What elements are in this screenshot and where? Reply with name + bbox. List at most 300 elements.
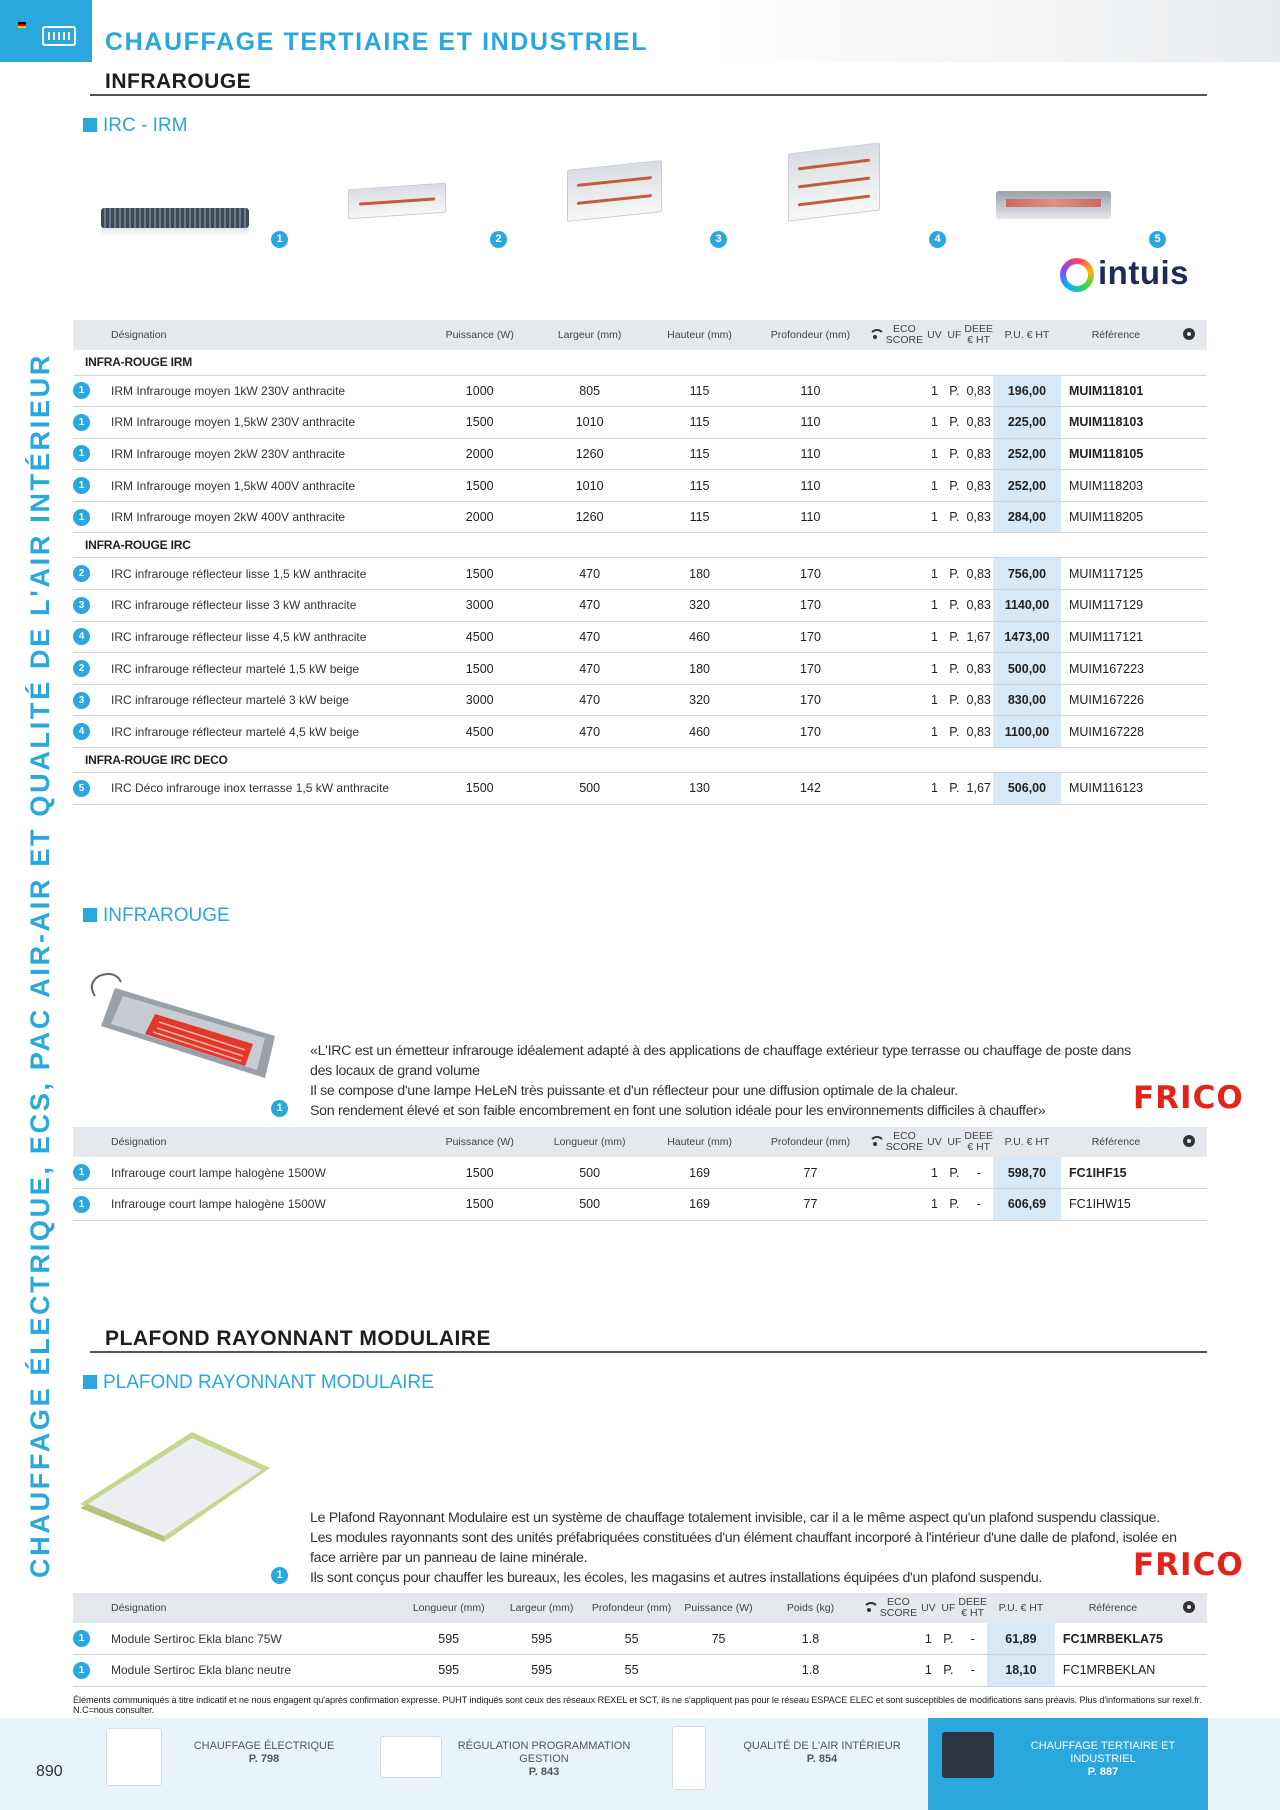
irc-product-table <box>73 320 1207 805</box>
header-pu: P.U. € HT <box>993 320 1061 350</box>
footer-link-regulation[interactable] <box>370 1718 650 1810</box>
reference-cell: MUIM118103 <box>1061 407 1171 439</box>
profondeur-cell: 170 <box>755 590 867 622</box>
reference-cell: MUIM116123 <box>1061 773 1171 805</box>
reference-cell: MUIM167223 <box>1061 653 1171 685</box>
puissance-cell: 4500 <box>425 716 535 748</box>
header-eco-score: ECO SCORE <box>884 320 924 350</box>
deee-cell: 0,83 <box>964 653 993 685</box>
uv-cell: 1 <box>924 773 944 805</box>
square-bullet-icon <box>83 1375 97 1389</box>
designation-cell: IRC infrarouge réflecteur lisse 1,5 kW anthracite <box>99 558 425 590</box>
reference-cell: FC1MRBEKLAN <box>1055 1655 1171 1687</box>
hauteur-cell: 115 <box>645 407 755 439</box>
infrarouge-product-table <box>73 1127 1207 1221</box>
profondeur-cell: 77 <box>755 1189 867 1221</box>
row-badge: 4 <box>73 628 90 645</box>
uf-cell: P. <box>944 470 964 502</box>
row-badge: 1 <box>73 477 90 494</box>
product-image-ir-halogen <box>85 966 275 1078</box>
price-cell: 1100,00 <box>993 716 1061 748</box>
uv-cell: 1 <box>924 438 944 470</box>
largeur-cell: 1260 <box>535 438 645 470</box>
longueur-cell: 595 <box>401 1623 497 1655</box>
table-row[interactable] <box>73 653 1207 685</box>
footer-link-label: RÉGULATION PROGRAMMATION GESTION <box>457 1740 631 1765</box>
table-row[interactable] <box>73 1655 1207 1687</box>
designation-cell: IRC infrarouge réflecteur lisse 3 kW anthracite <box>99 590 425 622</box>
row-badge: 1 <box>73 1196 90 1213</box>
table-row[interactable] <box>73 501 1207 533</box>
price-cell: 18,10 <box>987 1655 1055 1687</box>
hauteur-cell: 115 <box>645 470 755 502</box>
largeur-cell: 1010 <box>535 470 645 502</box>
product-badge-5: 5 <box>1149 231 1166 248</box>
largeur-cell: 500 <box>535 773 645 805</box>
footer-link-qualite-air[interactable] <box>660 1718 930 1810</box>
table-row[interactable] <box>73 1189 1207 1221</box>
puissance-cell: 4500 <box>425 621 535 653</box>
row-badge: 1 <box>73 445 90 462</box>
uf-cell: P. <box>944 621 964 653</box>
intuis-ring-icon <box>1060 258 1094 292</box>
largeur-cell: 595 <box>497 1655 587 1687</box>
header-uf: UF <box>944 320 964 350</box>
designation-cell: IRM Infrarouge moyen 2kW 230V anthracite <box>99 438 425 470</box>
frico-logo: FRICO <box>1133 1547 1244 1583</box>
hauteur-cell: 130 <box>645 773 755 805</box>
designation-cell: IRC infrarouge réflecteur lisse 4,5 kW anthracite <box>99 621 425 653</box>
header-uf: UF <box>944 1127 964 1157</box>
row-badge: 2 <box>73 660 90 677</box>
hauteur-cell: 460 <box>645 621 755 653</box>
header-uf: UF <box>938 1593 958 1623</box>
largeur-cell: 470 <box>535 590 645 622</box>
uv-cell: 1 <box>918 1623 938 1655</box>
description-line: Ils sont conçus pour chauffer les bureaux, les écoles, les magasins et autres installations équipées d'un plafond suspendu. <box>310 1570 1043 1586</box>
uf-cell: P. <box>944 407 964 439</box>
deee-cell: 0,83 <box>964 407 993 439</box>
radiator-thumbnail <box>106 1728 162 1786</box>
deee-cell: - <box>958 1655 987 1687</box>
description-line: face arrière par un panneau de laine minérale. <box>310 1550 588 1566</box>
footer-link-label: CHAUFFAGE ÉLECTRIQUE <box>193 1740 335 1752</box>
row-badge: 1 <box>73 509 90 526</box>
profondeur-cell: 170 <box>755 684 867 716</box>
table-row[interactable] <box>73 621 1207 653</box>
puissance-cell: 1500 <box>425 1157 535 1189</box>
gear-icon <box>1183 1601 1195 1613</box>
uv-cell: 1 <box>924 716 944 748</box>
header-longueur: Longueur (mm) <box>535 1127 645 1157</box>
description-line: «L'IRC est un émetteur infrarouge idéalement adapté à des applications de chauffage extérieur type terrasse ou chauffage de poste dans <box>310 1043 1131 1059</box>
deee-cell: - <box>964 1157 993 1189</box>
footer-link-chauffage-electrique[interactable] <box>92 1718 362 1810</box>
uf-cell: P. <box>944 773 964 805</box>
uf-cell: P. <box>944 1189 964 1221</box>
row-badge: 1 <box>73 414 90 431</box>
group-header-row <box>73 533 1207 558</box>
description-line: Les modules rayonnants sont des unités préfabriquées constituées d'un élément chauffant incorporé à l'intérieur d'une dalle de plafond, isolée en <box>310 1530 1177 1546</box>
header-puissance: Puissance (W) <box>677 1593 761 1623</box>
uv-cell: 1 <box>924 407 944 439</box>
header-puissance: Puissance (W) <box>425 320 535 350</box>
subsection-title-plafond <box>83 1372 434 1394</box>
header-reference: Référence <box>1061 1127 1171 1157</box>
square-bullet-icon <box>83 908 97 922</box>
designation-cell: IRC infrarouge réflecteur martelé 1,5 kW beige <box>99 653 425 685</box>
uf-cell: P. <box>944 501 964 533</box>
deee-cell: 0,83 <box>964 438 993 470</box>
uv-cell: 1 <box>924 558 944 590</box>
designation-cell: IRM Infrarouge moyen 1kW 230V anthracite <box>99 375 425 407</box>
table-header-row <box>73 1127 1207 1157</box>
footer-link-page: P. 854 <box>806 1753 838 1765</box>
designation-cell: IRC Déco infrarouge inox terrasse 1,5 kW anthracite <box>99 773 425 805</box>
header-deee: DEEE € HT <box>964 320 993 350</box>
footer-link-page: P. 887 <box>1087 1766 1119 1778</box>
category-logo <box>0 0 92 62</box>
header-poids: Poids (kg) <box>761 1593 861 1623</box>
flag-icon <box>18 22 26 28</box>
header-pu: P.U. € HT <box>993 1127 1061 1157</box>
price-cell: 284,00 <box>993 501 1061 533</box>
uv-cell: 1 <box>924 470 944 502</box>
longueur-cell: 500 <box>535 1189 645 1221</box>
uf-cell: P. <box>944 558 964 590</box>
price-cell: 506,00 <box>993 773 1061 805</box>
reference-cell: FC1IHF15 <box>1061 1157 1171 1189</box>
price-cell: 598,70 <box>993 1157 1061 1189</box>
industrial-heater-thumbnail <box>942 1732 994 1778</box>
table-row[interactable] <box>73 438 1207 470</box>
uf-cell: P. <box>944 438 964 470</box>
row-badge: 4 <box>73 723 90 740</box>
table-row[interactable] <box>73 470 1207 502</box>
heater-icon <box>42 26 76 46</box>
header-deee: DEEE € HT <box>964 1127 993 1157</box>
subsection-title-infrarouge <box>83 905 230 927</box>
deee-cell: 0,83 <box>964 590 993 622</box>
designation-cell: IRM Infrarouge moyen 1,5kW 230V anthracite <box>99 407 425 439</box>
longueur-cell: 595 <box>401 1655 497 1687</box>
puissance-cell: 3000 <box>425 684 535 716</box>
reference-cell: MUIM117125 <box>1061 558 1171 590</box>
largeur-cell: 470 <box>535 653 645 685</box>
product-image-ceiling-panel <box>80 1432 270 1542</box>
uv-cell: 1 <box>924 653 944 685</box>
header-profondeur: Profondeur (mm) <box>587 1593 677 1623</box>
page-number: 890 <box>36 1763 63 1780</box>
hauteur-cell: 320 <box>645 590 755 622</box>
largeur-cell: 470 <box>535 684 645 716</box>
profondeur-cell: 110 <box>755 407 867 439</box>
price-cell: 252,00 <box>993 470 1061 502</box>
header-uv: UV <box>924 320 944 350</box>
air-purifier-thumbnail <box>672 1726 706 1790</box>
table-header-row <box>73 320 1207 350</box>
header-reference: Référence <box>1061 320 1171 350</box>
hauteur-cell: 320 <box>645 684 755 716</box>
profondeur-cell: 170 <box>755 621 867 653</box>
group-title: INFRA-ROUGE IRM <box>73 350 1207 375</box>
uf-cell: P. <box>944 716 964 748</box>
longueur-cell: 500 <box>535 1157 645 1189</box>
puissance-cell: 2000 <box>425 501 535 533</box>
top-bar <box>0 0 1280 62</box>
product-badge-4: 4 <box>929 231 946 248</box>
footer-link-label: CHAUFFAGE TERTIAIRE ET INDUSTRIEL <box>1030 1740 1176 1765</box>
uv-cell: 1 <box>924 621 944 653</box>
uv-cell: 1 <box>918 1655 938 1687</box>
uv-cell: 1 <box>924 501 944 533</box>
profondeur-cell: 110 <box>755 501 867 533</box>
poids-cell: 1.8 <box>761 1623 861 1655</box>
profondeur-cell: 170 <box>755 653 867 685</box>
largeur-cell: 1260 <box>535 501 645 533</box>
deee-cell: - <box>958 1623 987 1655</box>
footer-link-tertiaire-active[interactable] <box>928 1718 1208 1810</box>
header-designation: Désignation <box>99 1593 401 1623</box>
header-puissance: Puissance (W) <box>425 1127 535 1157</box>
puissance-cell: 1000 <box>425 375 535 407</box>
price-cell: 1473,00 <box>993 621 1061 653</box>
group-header-row <box>73 350 1207 375</box>
largeur-cell: 805 <box>535 375 645 407</box>
description-line: Il se compose d'une lampe HeLeN très puissante et d'un réflecteur pour une diffusion optimale de la chaleur. <box>310 1083 958 1099</box>
wifi-icon <box>863 1602 875 1611</box>
header-uv: UV <box>924 1127 944 1157</box>
description-line: Le Plafond Rayonnant Modulaire est un système de chauffage totalement invisible, car il a le même aspect qu'un plafond suspendu classique. <box>310 1510 1160 1526</box>
page-category-title: CHAUFFAGE TERTIAIRE ET INDUSTRIEL <box>105 28 649 56</box>
price-cell: 225,00 <box>993 407 1061 439</box>
profondeur-cell: 55 <box>587 1655 677 1687</box>
price-cell: 830,00 <box>993 684 1061 716</box>
section-rule <box>90 94 1207 96</box>
designation-cell: Infrarouge court lampe halogène 1500W <box>99 1189 425 1221</box>
largeur-cell: 470 <box>535 621 645 653</box>
reference-cell: MUIM118203 <box>1061 470 1171 502</box>
header-longueur: Longueur (mm) <box>401 1593 497 1623</box>
profondeur-cell: 142 <box>755 773 867 805</box>
profondeur-cell: 170 <box>755 558 867 590</box>
puissance-cell: 1500 <box>425 653 535 685</box>
profondeur-cell: 77 <box>755 1157 867 1189</box>
footer-link-page: P. 798 <box>248 1753 280 1765</box>
reference-cell: MUIM118205 <box>1061 501 1171 533</box>
reference-cell: MUIM118105 <box>1061 438 1171 470</box>
table-row[interactable] <box>73 1623 1207 1655</box>
designation-cell: IRM Infrarouge moyen 1,5kW 400V anthracite <box>99 470 425 502</box>
designation-cell: IRM Infrarouge moyen 2kW 400V anthracite <box>99 501 425 533</box>
product-image-irc-2 <box>567 160 662 222</box>
product-badge-2: 2 <box>490 231 507 248</box>
header-hauteur: Hauteur (mm) <box>645 320 755 350</box>
product-badge-3: 3 <box>710 231 727 248</box>
row-badge: 3 <box>73 692 90 709</box>
deee-cell: 0,83 <box>964 716 993 748</box>
table-row[interactable] <box>73 558 1207 590</box>
header-deee: DEEE € HT <box>958 1593 987 1623</box>
hauteur-cell: 169 <box>645 1157 755 1189</box>
subsection-label: PLAFOND RAYONNANT MODULAIRE <box>103 1372 434 1393</box>
deee-cell: - <box>964 1189 993 1221</box>
row-badge: 3 <box>73 597 90 614</box>
header-largeur: Largeur (mm) <box>535 320 645 350</box>
frico-logo: FRICO <box>1133 1080 1244 1116</box>
product-badge-plafond: 1 <box>271 1567 288 1584</box>
profondeur-cell: 55 <box>587 1623 677 1655</box>
deee-cell: 0,83 <box>964 470 993 502</box>
uf-cell: P. <box>944 1157 964 1189</box>
table-row[interactable] <box>73 773 1207 805</box>
hauteur-cell: 115 <box>645 438 755 470</box>
uf-cell: P. <box>938 1655 958 1687</box>
uv-cell: 1 <box>924 375 944 407</box>
table-row[interactable] <box>73 1157 1207 1189</box>
designation-cell: Module Sertiroc Ekla blanc 75W <box>99 1623 401 1655</box>
product-badge-1: 1 <box>271 231 288 248</box>
plafond-product-table <box>73 1593 1207 1687</box>
puissance-cell <box>677 1655 761 1687</box>
section-rule <box>90 1351 1207 1353</box>
price-cell: 196,00 <box>993 375 1061 407</box>
designation-cell: IRC infrarouge réflecteur martelé 4,5 kW beige <box>99 716 425 748</box>
product-image-irc-1 <box>348 183 446 220</box>
uv-cell: 1 <box>924 1157 944 1189</box>
hauteur-cell: 180 <box>645 558 755 590</box>
reference-cell: MUIM167226 <box>1061 684 1171 716</box>
designation-cell: Module Sertiroc Ekla blanc neutre <box>99 1655 401 1687</box>
group-title: INFRA-ROUGE IRC <box>73 533 1207 558</box>
uv-cell: 1 <box>924 684 944 716</box>
price-cell: 606,69 <box>993 1189 1061 1221</box>
puissance-cell: 1500 <box>425 407 535 439</box>
subsection-title-irc <box>83 115 187 137</box>
largeur-cell: 595 <box>497 1623 587 1655</box>
header-profondeur: Profondeur (mm) <box>755 1127 867 1157</box>
deee-cell: 1,67 <box>964 621 993 653</box>
largeur-cell: 470 <box>535 716 645 748</box>
header-eco-score: ECO SCORE <box>884 1127 924 1157</box>
designation-cell: Infrarouge court lampe halogène 1500W <box>99 1157 425 1189</box>
profondeur-cell: 170 <box>755 716 867 748</box>
puissance-cell: 1500 <box>425 773 535 805</box>
header-uv: UV <box>918 1593 938 1623</box>
uf-cell: P. <box>944 375 964 407</box>
reference-cell: FC1IHW15 <box>1061 1189 1171 1221</box>
subsection-label: IRC - IRM <box>103 115 188 136</box>
description-line: Son rendement élevé et son faible encombrement en font une solution idéale pour les environnements difficiles à chauffer» <box>310 1103 1046 1119</box>
product-image-irc-deco <box>996 191 1111 219</box>
product-image-irm <box>101 208 249 228</box>
hauteur-cell: 180 <box>645 653 755 685</box>
disclaimer-text: Éléments communiqués à titre indicatif et ne nous engagent qu'après confirmation expresse. PUHT indiqués sont ceux des réseaux REXEL et SCT, ils ne s'appliquent pas pour le réseau ESPACE ELEC et sont susceptibles de modifications sans préavis. Plus d'informations sur rexel.fr. N.C=nous consulter. <box>73 1695 1202 1715</box>
plafond-description <box>310 1508 1177 1588</box>
puissance-cell: 1500 <box>425 558 535 590</box>
table-row[interactable] <box>73 684 1207 716</box>
puissance-cell: 75 <box>677 1623 761 1655</box>
infrarouge-description <box>310 1041 1131 1121</box>
designation-cell: IRC infrarouge réflecteur martelé 3 kW beige <box>99 684 425 716</box>
side-category-text: CHAUFFAGE ÉLECTRIQUE, ECS, PAC AIR-AIR ET QUALITÉ DE L'AIR INTÉRIEUR <box>25 352 55 1578</box>
hauteur-cell: 169 <box>645 1189 755 1221</box>
section-title-infrarouge: INFRAROUGE <box>105 70 252 93</box>
deee-cell: 0,83 <box>964 501 993 533</box>
price-cell: 61,89 <box>987 1623 1055 1655</box>
group-header-row <box>73 748 1207 773</box>
reference-cell: MUIM118101 <box>1061 375 1171 407</box>
reference-cell: MUIM117121 <box>1061 621 1171 653</box>
puissance-cell: 1500 <box>425 470 535 502</box>
uv-cell: 1 <box>924 590 944 622</box>
price-cell: 1140,00 <box>993 590 1061 622</box>
row-badge: 1 <box>73 382 90 399</box>
footer-link-page: P. 843 <box>528 1766 560 1778</box>
row-badge: 2 <box>73 565 90 582</box>
hauteur-cell: 115 <box>645 501 755 533</box>
thermostat-thumbnail <box>380 1736 442 1778</box>
hauteur-cell: 460 <box>645 716 755 748</box>
profondeur-cell: 110 <box>755 470 867 502</box>
description-line: des locaux de grand volume <box>310 1063 480 1079</box>
table-row[interactable] <box>73 716 1207 748</box>
row-badge: 5 <box>73 780 90 797</box>
table-row[interactable] <box>73 407 1207 439</box>
row-badge: 1 <box>73 1630 90 1647</box>
puissance-cell: 1500 <box>425 1189 535 1221</box>
footer-nav <box>0 1718 1280 1810</box>
reference-cell: MUIM167228 <box>1061 716 1171 748</box>
deee-cell: 0,83 <box>964 375 993 407</box>
table-row[interactable] <box>73 590 1207 622</box>
price-cell: 252,00 <box>993 438 1061 470</box>
table-row[interactable] <box>73 375 1207 407</box>
largeur-cell: 1010 <box>535 407 645 439</box>
price-cell: 756,00 <box>993 558 1061 590</box>
table-header-row <box>73 1593 1207 1623</box>
square-bullet-icon <box>83 118 97 132</box>
header-designation: Désignation <box>99 1127 425 1157</box>
reference-cell: MUIM117129 <box>1061 590 1171 622</box>
header-hauteur: Hauteur (mm) <box>645 1127 755 1157</box>
header-eco-score: ECO SCORE <box>878 1593 918 1623</box>
wifi-icon <box>869 1136 881 1145</box>
wifi-icon <box>869 329 881 338</box>
header-reference: Référence <box>1055 1593 1171 1623</box>
reference-cell: FC1MRBEKLA75 <box>1055 1623 1171 1655</box>
header-profondeur: Profondeur (mm) <box>755 320 867 350</box>
group-title: INFRA-ROUGE IRC DECO <box>73 748 1207 773</box>
gear-icon <box>1183 328 1195 340</box>
puissance-cell: 3000 <box>425 590 535 622</box>
footer-link-label: QUALITÉ DE L'AIR INTÉRIEUR <box>743 1740 901 1752</box>
uf-cell: P. <box>944 684 964 716</box>
deee-cell: 0,83 <box>964 558 993 590</box>
product-badge-infrarouge: 1 <box>271 1100 288 1117</box>
profondeur-cell: 110 <box>755 375 867 407</box>
uv-cell: 1 <box>924 1189 944 1221</box>
puissance-cell: 2000 <box>425 438 535 470</box>
subsection-label: INFRAROUGE <box>103 905 230 926</box>
deee-cell: 0,83 <box>964 684 993 716</box>
row-badge: 1 <box>73 1662 90 1679</box>
header-designation: Désignation <box>99 320 425 350</box>
profondeur-cell: 110 <box>755 438 867 470</box>
uf-cell: P. <box>944 590 964 622</box>
intuis-wordmark: intuis <box>1098 254 1189 291</box>
row-badge: 1 <box>73 1164 90 1181</box>
